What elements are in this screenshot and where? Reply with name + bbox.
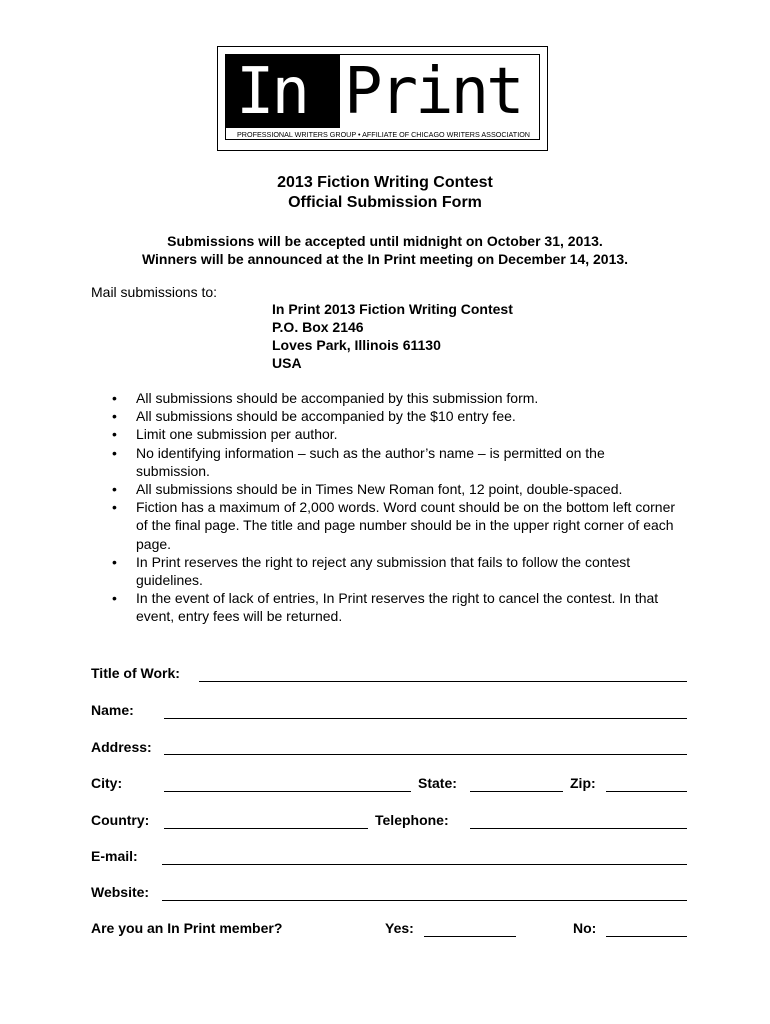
no-label: No: [573, 920, 597, 936]
member-question-label: Are you an In Print member? [91, 920, 283, 936]
logo-inner-box [225, 54, 540, 140]
mail-label: Mail submissions to: [91, 284, 218, 300]
mail-address-line: USA [272, 355, 302, 371]
bullet-icon: • [112, 590, 117, 607]
bullet-icon: • [112, 499, 117, 516]
yes-label: Yes: [385, 920, 414, 936]
state-label: State: [418, 775, 457, 791]
rule-text: Fiction has a maximum of 2,000 words. Word count should be on the bottom left corner of the final page. The title and page number should be in the upper right corner of each page. [136, 499, 676, 552]
city-label: City: [91, 775, 123, 791]
rule-text: All submissions should be accompanied by the $10 entry fee. [136, 408, 516, 425]
address-label: Address: [91, 739, 152, 755]
logo-tagline: PROFESSIONAL WRITERS GROUP • AFFILIATE OF CHICAGO WRITERS ASSOCIATION [237, 130, 530, 139]
mail-address-line: Loves Park, Illinois 61130 [272, 337, 441, 353]
country-label: Country: [91, 812, 150, 828]
no-field[interactable] [606, 936, 687, 937]
mail-address-line: In Print 2013 Fiction Writing Contest [272, 301, 513, 317]
state-field[interactable] [470, 791, 563, 792]
bullet-icon: • [112, 481, 117, 498]
zip-label: Zip: [570, 775, 596, 791]
winners-notice: Winners will be announced at the In Print meeting on December 14, 2013. [141, 251, 629, 267]
email-label: E-mail: [91, 848, 138, 864]
address-field[interactable] [164, 754, 687, 755]
rule-item [91, 425, 681, 443]
bullet-icon: • [112, 390, 117, 406]
page-subtitle: Official Submission Form [288, 194, 482, 211]
bullet-icon: • [112, 408, 117, 425]
rule-text: In the event of lack of entries, In Print reserves the right to cancel the contest. In that event, entry fees will be returned. [136, 590, 659, 625]
rules-list [91, 389, 681, 626]
title-of-work-field[interactable] [199, 681, 687, 682]
name-label: Name: [91, 702, 134, 718]
name-field[interactable] [164, 718, 687, 719]
rule-text: All submissions should be accompanied by this submission form. [136, 390, 539, 406]
telephone-label: Telephone: [375, 812, 449, 828]
zip-field[interactable] [606, 791, 687, 792]
rule-text: In Print reserves the right to reject any submission that fails to follow the contest guidelines. [136, 553, 631, 589]
rule-text: No identifying information – such as the author’s name – is permitted on the submission. [136, 444, 605, 479]
rule-item [91, 407, 681, 425]
bullet-icon: • [112, 444, 117, 461]
rule-text: All submissions should be in Times New Roman font, 12 point, double-spaced. [136, 481, 623, 498]
rule-item [91, 553, 681, 589]
title-of-work-label: Title of Work: [91, 665, 180, 681]
rule-item [91, 480, 681, 498]
rule-item [91, 498, 681, 553]
rule-item [91, 389, 681, 407]
email-field[interactable] [162, 864, 687, 865]
website-field[interactable] [162, 900, 687, 901]
website-label: Website: [91, 884, 150, 900]
city-field[interactable] [164, 791, 411, 792]
telephone-field[interactable] [470, 828, 687, 829]
logo-word-print: Print [344, 55, 522, 129]
bullet-icon: • [112, 426, 117, 443]
bullet-icon: • [112, 553, 117, 570]
mail-address-line: P.O. Box 2146 [272, 319, 364, 335]
page-title: 2013 Fiction Writing Contest [277, 174, 493, 191]
rule-item [91, 444, 681, 480]
country-field[interactable] [164, 828, 368, 829]
yes-field[interactable] [424, 936, 516, 937]
deadline-notice: Submissions will be accepted until midnight on October 31, 2013. [167, 233, 603, 249]
logo-word-in: In [236, 55, 308, 129]
logo [217, 46, 548, 151]
rule-text: Limit one submission per author. [136, 426, 338, 443]
rule-item [91, 589, 681, 625]
